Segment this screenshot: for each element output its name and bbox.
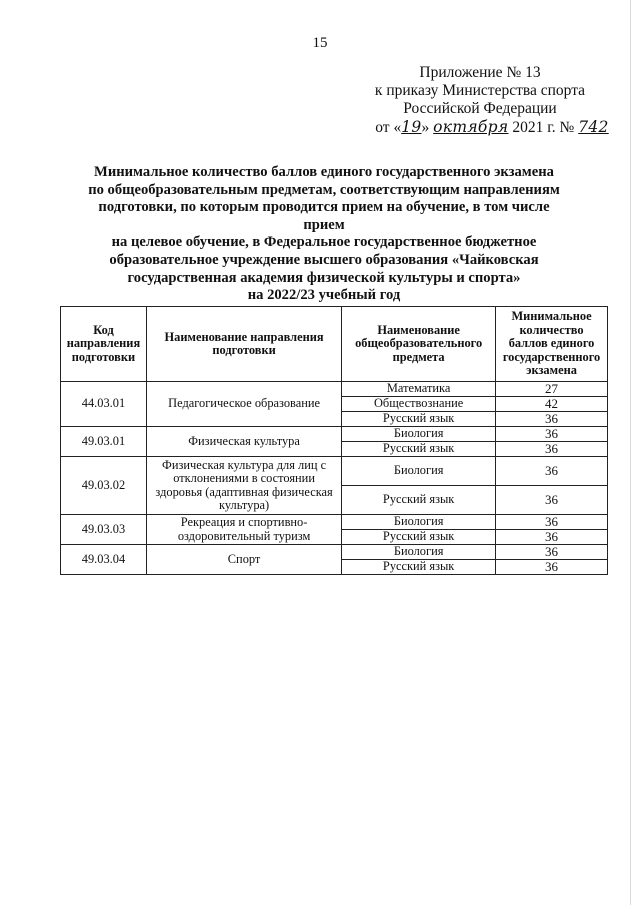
direction-code: 44.03.01 <box>61 382 147 427</box>
min-score: 27 <box>496 382 608 397</box>
min-score: 36 <box>496 560 608 575</box>
header-code: Код направления подготовки <box>61 307 147 382</box>
table-row <box>61 457 608 486</box>
direction-name: Педагогическое образование <box>146 382 341 427</box>
subject-name: Биология <box>342 545 496 560</box>
title-line: на целевое обучение, в Федеральное государственное бюджетное <box>111 234 537 251</box>
direction-name: Физическая культура <box>146 427 341 457</box>
title-line: на 2022/23 учебный год <box>247 287 401 304</box>
order-number: 742 <box>578 118 609 136</box>
subject-name: Русский язык <box>342 442 496 457</box>
appendix-date-line <box>342 118 640 137</box>
appendix-order-line: к приказу Министерства спорта <box>374 82 586 99</box>
direction-code: 49.03.02 <box>61 457 147 515</box>
min-score: 36 <box>496 530 608 545</box>
scores-table <box>60 306 608 575</box>
table-row <box>61 427 608 442</box>
appendix-ministry-line: Российской Федерации <box>403 100 557 117</box>
direction-code: 49.03.01 <box>61 427 147 457</box>
header-min-score: Минимальное количество баллов единого государственного экзамена <box>496 307 608 382</box>
subject-name: Обществознание <box>342 397 496 412</box>
min-score: 36 <box>496 486 608 515</box>
direction-name: Рекреация и спортивно-оздоровительный туризм <box>146 515 341 545</box>
subject-name: Русский язык <box>342 412 496 427</box>
min-score: 36 <box>496 427 608 442</box>
direction-name: Спорт <box>146 545 341 575</box>
min-score: 36 <box>496 515 608 530</box>
direction-code: 49.03.03 <box>61 515 147 545</box>
table-header-row <box>61 307 608 382</box>
date-prefix: от « <box>375 119 402 136</box>
table-row <box>61 382 608 397</box>
appendix-title: Приложение № 13 <box>419 64 541 81</box>
subject-name: Математика <box>342 382 496 397</box>
table-row <box>61 545 608 560</box>
min-score: 36 <box>496 457 608 486</box>
subject-name: Биология <box>342 427 496 442</box>
appendix-header <box>330 64 630 137</box>
min-score: 36 <box>496 442 608 457</box>
direction-code: 49.03.04 <box>61 545 147 575</box>
title-line: государственная академия физической культуры и спорта» <box>127 269 521 286</box>
subject-name: Русский язык <box>342 530 496 545</box>
title-line: подготовки, по которым проводится прием на обучение, в том числе прием <box>98 199 550 233</box>
date-year: 2021 г. № <box>512 119 575 136</box>
title-line: Минимальное количество баллов единого государственного экзамена <box>94 164 554 180</box>
min-score: 42 <box>496 397 608 412</box>
date-month: октября <box>433 118 509 136</box>
title-line: по общеобразовательным предметам, соответствующим направлениям <box>88 181 560 198</box>
direction-name: Физическая культура для лиц с отклонениями в состоянии здоровья (адаптивная физическая культура) <box>146 457 341 515</box>
date-day: 19 <box>401 118 422 136</box>
page-number: 15 <box>312 35 328 51</box>
subject-name: Биология <box>342 457 496 486</box>
min-score: 36 <box>496 545 608 560</box>
header-subject: Наименование общеобразовательного предмета <box>342 307 496 382</box>
table-row <box>61 515 608 530</box>
subject-name: Русский язык <box>342 486 496 515</box>
document-title <box>86 164 562 305</box>
subject-name: Биология <box>342 515 496 530</box>
date-mid: » <box>421 119 430 136</box>
header-direction-name: Наименование направления подготовки <box>146 307 341 382</box>
subject-name: Русский язык <box>342 560 496 575</box>
title-line: образовательное учреждение высшего образования «Чайковская <box>109 251 539 268</box>
min-score: 36 <box>496 412 608 427</box>
